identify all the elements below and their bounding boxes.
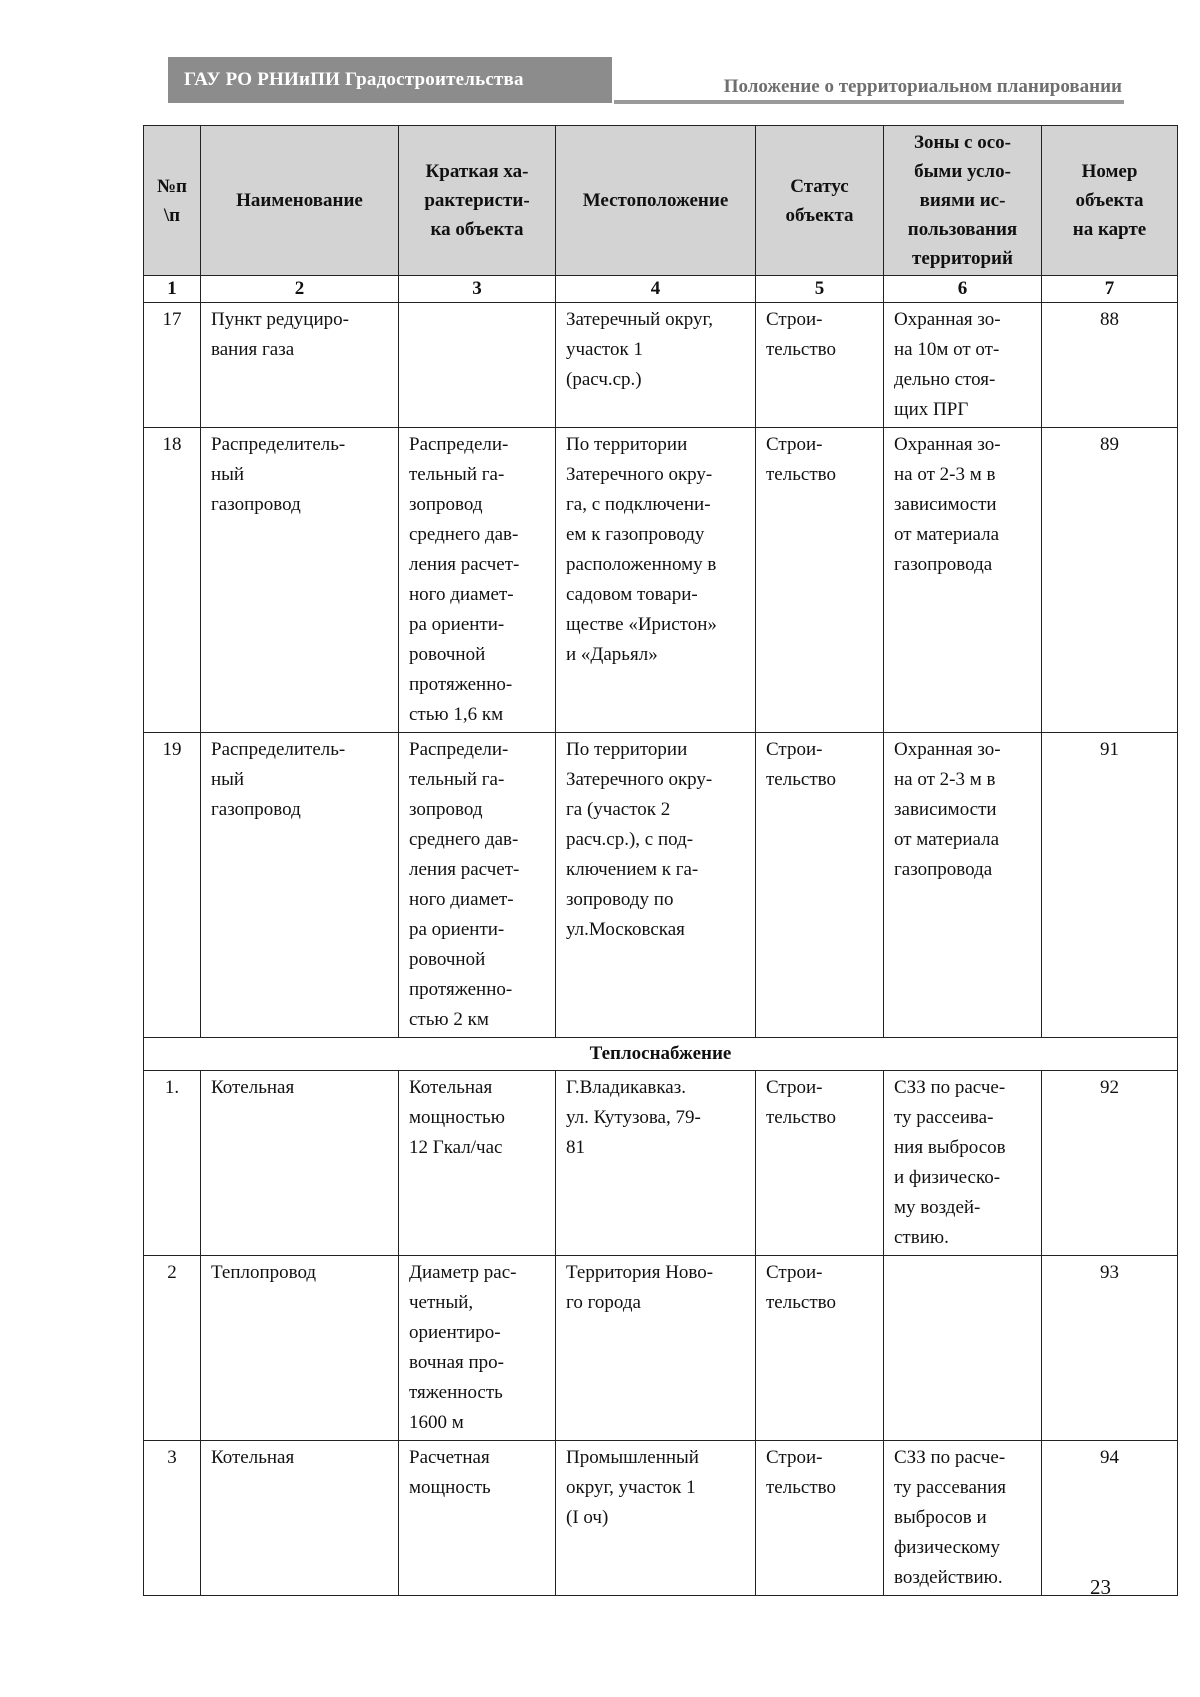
section-title: Теплоснабжение xyxy=(144,1038,1178,1071)
objects-table xyxy=(143,125,1178,1596)
column-number: 4 xyxy=(556,276,756,303)
cell-zones: Охранная зо- на от 2-3 м в зависимости от материала газопровода xyxy=(884,428,1042,733)
table-row xyxy=(144,303,1178,428)
cell-location: Затеречный округ, участок 1 (расч.ср.) xyxy=(556,303,756,428)
cell-number: 19 xyxy=(144,733,201,1038)
section-row-heat-supply xyxy=(144,1038,1178,1071)
cell-map-number: 92 xyxy=(1042,1071,1178,1256)
column-number: 1 xyxy=(144,276,201,303)
cell-name: Распределитель- ный газопровод xyxy=(201,733,399,1038)
cell-status: Строи- тельство xyxy=(756,733,884,1038)
col-header-name: Наименование xyxy=(201,126,399,276)
cell-characteristic: Распредели- тельный га- зопровод среднего дав- ления расчет- ного диамет- ра ориенти- ровочной протяженно- стью 2 км xyxy=(399,733,556,1038)
cell-number: 1. xyxy=(144,1071,201,1256)
table-row xyxy=(144,733,1178,1038)
column-number: 2 xyxy=(201,276,399,303)
col-header-status: Статус объекта xyxy=(756,126,884,276)
column-number: 6 xyxy=(884,276,1042,303)
cell-zones: СЗЗ по расче- ту рассеива- ния выбросов и физическо- му воздей- ствию. xyxy=(884,1071,1042,1256)
cell-characteristic: Расчетная мощность xyxy=(399,1441,556,1596)
column-number: 7 xyxy=(1042,276,1178,303)
cell-name: Распределитель- ный газопровод xyxy=(201,428,399,733)
cell-zones: СЗЗ по расче- ту рассевания выбросов и физическому воздействию. xyxy=(884,1441,1042,1596)
cell-map-number: 88 xyxy=(1042,303,1178,428)
cell-characteristic: Котельная мощностью 12 Гкал/час xyxy=(399,1071,556,1256)
cell-location: По территории Затеречного окру- га, с подключени- ем к газопроводу расположенному в садовом товари- ществе «Иристон» и «Дарьял» xyxy=(556,428,756,733)
cell-characteristic xyxy=(399,303,556,428)
cell-map-number: 91 xyxy=(1042,733,1178,1038)
col-header-zones: Зоны с осо- быми усло- виями ис- пользования территорий xyxy=(884,126,1042,276)
column-number-row xyxy=(144,276,1178,303)
cell-number: 18 xyxy=(144,428,201,733)
col-header-number: №п \п xyxy=(144,126,201,276)
table-row xyxy=(144,428,1178,733)
col-header-characteristic: Краткая ха- рактеристи- ка объекта xyxy=(399,126,556,276)
cell-name: Теплопровод xyxy=(201,1256,399,1441)
header-document-title: Положение о территориальном планировании xyxy=(614,70,1124,104)
column-number: 5 xyxy=(756,276,884,303)
header-organization: ГАУ РО РНИиПИ Градостроительства xyxy=(168,57,612,103)
page-number: 23 xyxy=(1090,1575,1111,1599)
cell-number: 3 xyxy=(144,1441,201,1596)
cell-characteristic: Диаметр рас- четный, ориентиро- вочная про- тяженность 1600 м xyxy=(399,1256,556,1441)
cell-location: Промышленный округ, участок 1 (I оч) xyxy=(556,1441,756,1596)
cell-status: Строи- тельство xyxy=(756,1071,884,1256)
cell-map-number: 93 xyxy=(1042,1256,1178,1441)
cell-location: Г.Владикавказ. ул. Кутузова, 79- 81 xyxy=(556,1071,756,1256)
cell-name: Котельная xyxy=(201,1441,399,1596)
table-row xyxy=(144,1071,1178,1256)
cell-number: 2 xyxy=(144,1256,201,1441)
table-row xyxy=(144,1441,1178,1596)
cell-map-number: 89 xyxy=(1042,428,1178,733)
cell-zones: Охранная зо- на 10м от от- дельно стоя- щих ПРГ xyxy=(884,303,1042,428)
cell-status: Строи- тельство xyxy=(756,1441,884,1596)
cell-zones: Охранная зо- на от 2-3 м в зависимости от материала газопровода xyxy=(884,733,1042,1038)
cell-map-number: 94 xyxy=(1042,1441,1178,1596)
cell-number: 17 xyxy=(144,303,201,428)
table-header-row xyxy=(144,126,1178,276)
cell-zones xyxy=(884,1256,1042,1441)
table-row xyxy=(144,1256,1178,1441)
cell-status: Строи- тельство xyxy=(756,303,884,428)
cell-location: Территория Ново- го города xyxy=(556,1256,756,1441)
column-number: 3 xyxy=(399,276,556,303)
col-header-map-number: Номер объекта на карте xyxy=(1042,126,1178,276)
cell-name: Пункт редуциро- вания газа xyxy=(201,303,399,428)
cell-location: По территории Затеречного окру- га (участок 2 расч.ср.), с под- ключением к га- зопроводу по ул.Московская xyxy=(556,733,756,1038)
cell-characteristic: Распредели- тельный га- зопровод среднего дав- ления расчет- ного диамет- ра ориенти- ровочной протяженно- стью 1,6 км xyxy=(399,428,556,733)
col-header-location: Местоположение xyxy=(556,126,756,276)
cell-status: Строи- тельство xyxy=(756,1256,884,1441)
cell-status: Строи- тельство xyxy=(756,428,884,733)
cell-name: Котельная xyxy=(201,1071,399,1256)
